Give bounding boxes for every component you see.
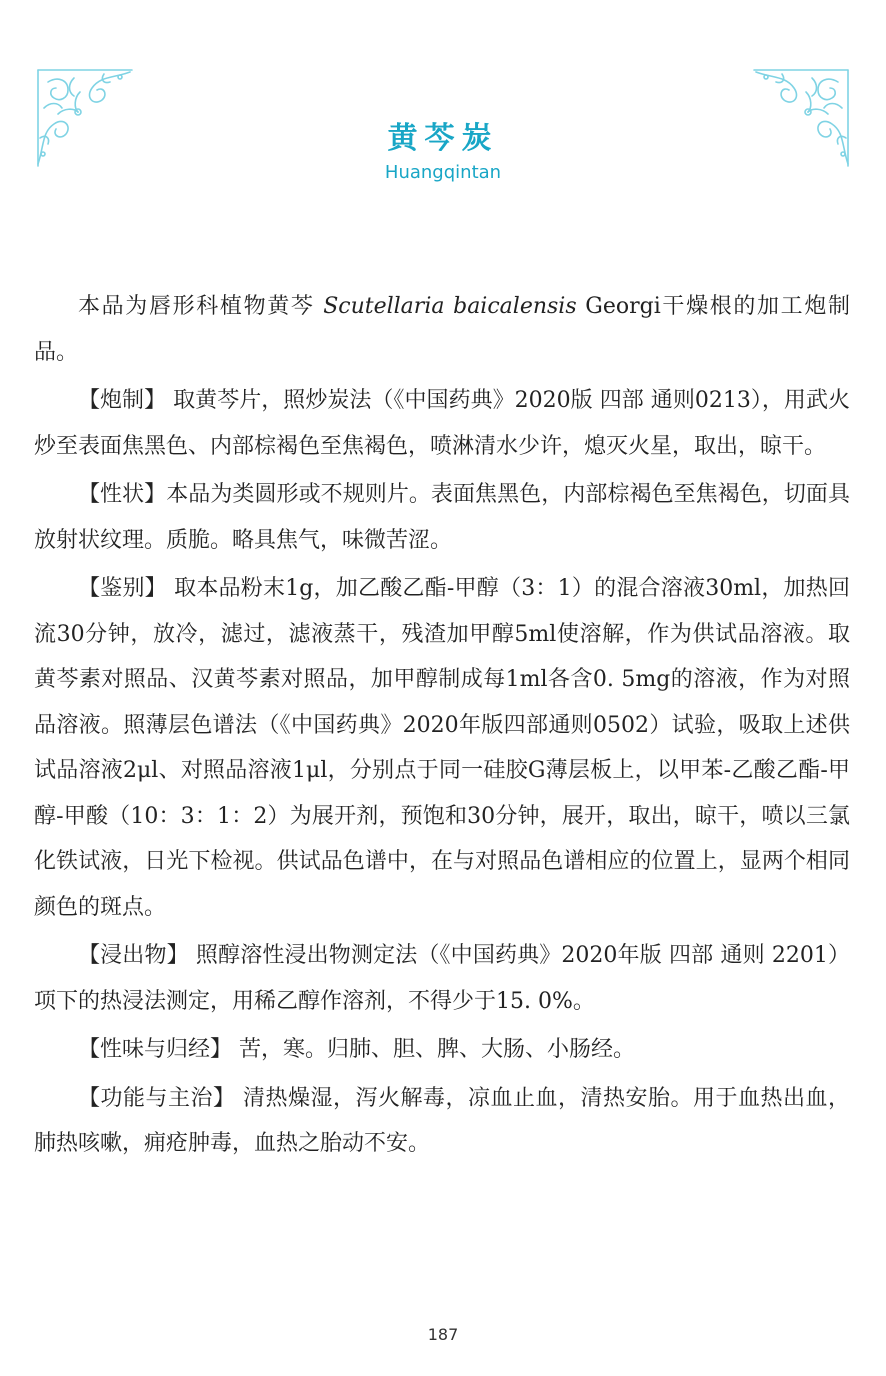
section-text: 苦，寒。归肺、胆、脾、大肠、小肠经。 bbox=[239, 1037, 636, 1062]
section-label: 【炮制】 bbox=[78, 388, 167, 413]
page-number: 187 bbox=[427, 1325, 459, 1344]
section-description bbox=[34, 472, 850, 563]
section-functions-indications bbox=[34, 1076, 850, 1167]
monograph-body bbox=[34, 284, 850, 1170]
section-text: 取本品粉末1g，加乙酸乙酯-甲醇（3：1）的混合溶液30ml，加热回流30分钟，放冷，滤过，滤液蒸干，残渣加甲醇5ml使溶解，作为供试品溶液。取黄芩素对照品、汉黄芩素对照品，加甲醇制成每1ml各含0. 5mg的溶液，作为对照品溶液。照薄层色谱法（《中国药典》2020年版四部通则0502）试验，吸取上述供试品溶液2μl、对照品溶液1μl，分别点于同一硅胶G薄层板上，以甲苯-乙酸乙酯-甲醇-甲酸（10：3：1：2）为展开剂，预饱和30分钟，展开，取出，晾干，喷以三氯化铁试液，日光下检视。供试品色谱中，在与对照品色谱相应的位置上，显两个相同颜色的斑点。 bbox=[34, 576, 850, 920]
latin-name: Scutellaria baicalensis bbox=[323, 294, 577, 319]
section-label: 【性状】 bbox=[78, 482, 167, 507]
section-text: 取黄芩片，照炒炭法（《中国药典》2020版 四部 通则0213），用武火炒至表面焦黑色、内部棕褐色至焦褐色，喷淋清水少许，熄灭火星，取出，晾干。 bbox=[34, 388, 850, 459]
section-label: 【浸出物】 bbox=[78, 943, 189, 968]
section-label: 【鉴别】 bbox=[78, 576, 167, 601]
intro-text-after: Georgi干燥根的加工炮制品。 bbox=[34, 294, 850, 365]
section-property-meridian bbox=[34, 1027, 850, 1073]
page-title: 黄芩炭 bbox=[387, 121, 499, 156]
section-processing bbox=[34, 378, 850, 469]
section-text: 本品为类圆形或不规则片。表面焦黑色，内部棕褐色至焦褐色，切面具放射状纹理。质脆。略具焦气，味微苦涩。 bbox=[34, 482, 850, 553]
section-label: 【性味与归经】 bbox=[78, 1037, 233, 1062]
page-title-pinyin: Huangqintan bbox=[384, 162, 502, 183]
section-extractives bbox=[34, 933, 850, 1024]
section-text: 清热燥湿，泻火解毒，凉血止血，清热安胎。用于血热出血，肺热咳嗽，痈疮肿毒，血热之胎动不安。 bbox=[34, 1085, 850, 1156]
section-identification bbox=[34, 566, 850, 930]
intro-paragraph bbox=[34, 284, 850, 375]
intro-text-before: 本品为唇形科植物黄芩 bbox=[78, 294, 315, 319]
section-text: 照醇溶性浸出物测定法（《中国药典》2020年版 四部 通则 2201）项下的热浸法测定，用稀乙醇作溶剂，不得少于15. 0%。 bbox=[34, 943, 850, 1014]
section-label: 【功能与主治】 bbox=[78, 1085, 236, 1111]
